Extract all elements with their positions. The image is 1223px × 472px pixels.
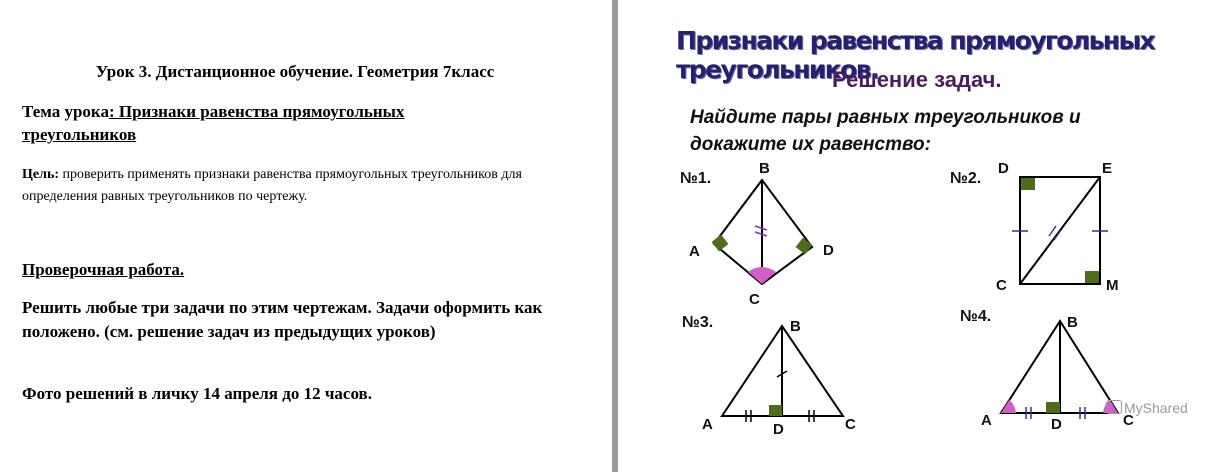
vertex-label: B xyxy=(790,318,801,335)
problem-1-figure xyxy=(680,160,834,308)
slide-subtitle: Решение задач. xyxy=(832,67,1002,92)
topic-text: : Признаки равенства прямоугольных треугольников xyxy=(22,102,405,144)
slide xyxy=(618,0,1223,472)
vertex-label: C xyxy=(1123,412,1134,429)
tick-mark-diag-1 xyxy=(1049,226,1056,236)
vertex-label: D xyxy=(773,421,784,438)
vertex-label: C xyxy=(996,277,1007,294)
slide-title: Признаки равенства прямоугольных треугольников. xyxy=(676,26,1154,84)
myshared-logo-icon xyxy=(1106,400,1122,414)
angle-mark-c xyxy=(748,267,776,284)
topic-label: Тема урока xyxy=(22,102,109,121)
vertex-label: D xyxy=(1051,416,1062,433)
problem-2-figure xyxy=(950,160,1119,294)
vertex-label: B xyxy=(1067,314,1078,331)
problem-4-number: №4. xyxy=(960,308,992,325)
right-angle-mark-d xyxy=(1021,178,1035,190)
vertex-label: D xyxy=(823,242,834,259)
slide-task: Найдите пары равных треугольников и докажите их равенство: xyxy=(690,107,1081,155)
vertex-label: B xyxy=(759,160,770,177)
vertex-label: D xyxy=(998,160,1009,177)
lesson-goal xyxy=(22,164,542,208)
right-angle-mark-d xyxy=(769,405,782,416)
problem-3-figure xyxy=(682,314,856,438)
vertex-label: A xyxy=(981,412,992,429)
vertex-label: A xyxy=(702,416,713,433)
vertex-label: M xyxy=(1106,277,1119,294)
deadline-note: Фото решений в личку 14 апреля до 12 часов. xyxy=(22,384,372,403)
goal-text: проверить применять признаки равенства прямоугольных треугольников для определения равных треугольников по чертежу. xyxy=(22,167,522,204)
watermark-text: MyShared xyxy=(1124,400,1188,416)
tick-mark-diag-2 xyxy=(1054,230,1061,240)
lesson-topic xyxy=(22,100,502,146)
check-work-title: Проверочная работа. xyxy=(22,260,185,279)
watermark xyxy=(1106,400,1188,416)
right-angle-mark-a xyxy=(712,235,729,252)
right-angle-mark-d xyxy=(1046,402,1060,413)
right-angle-mark-m xyxy=(1085,271,1099,283)
angle-mark-a xyxy=(1001,400,1016,413)
vertex-label: A xyxy=(689,243,700,260)
vertex-label: C xyxy=(749,291,760,308)
lesson-header: Урок 3. Дистанционное обучение. Геометрия 7класс xyxy=(95,62,495,81)
right-angle-mark-d xyxy=(796,238,813,255)
problem-3-number: №3. xyxy=(682,314,714,331)
goal-label: Цель: xyxy=(22,167,60,182)
vertex-label: C xyxy=(845,416,856,433)
problem-2-number: №2. xyxy=(950,170,982,187)
task-instructions: Решить любые три задачи по этим чертежам. Задачи оформить как положено. (см. решение задач из предыдущих уроков) xyxy=(22,298,543,341)
problem-1-number: №1. xyxy=(680,170,712,187)
vertex-label: E xyxy=(1102,160,1113,177)
